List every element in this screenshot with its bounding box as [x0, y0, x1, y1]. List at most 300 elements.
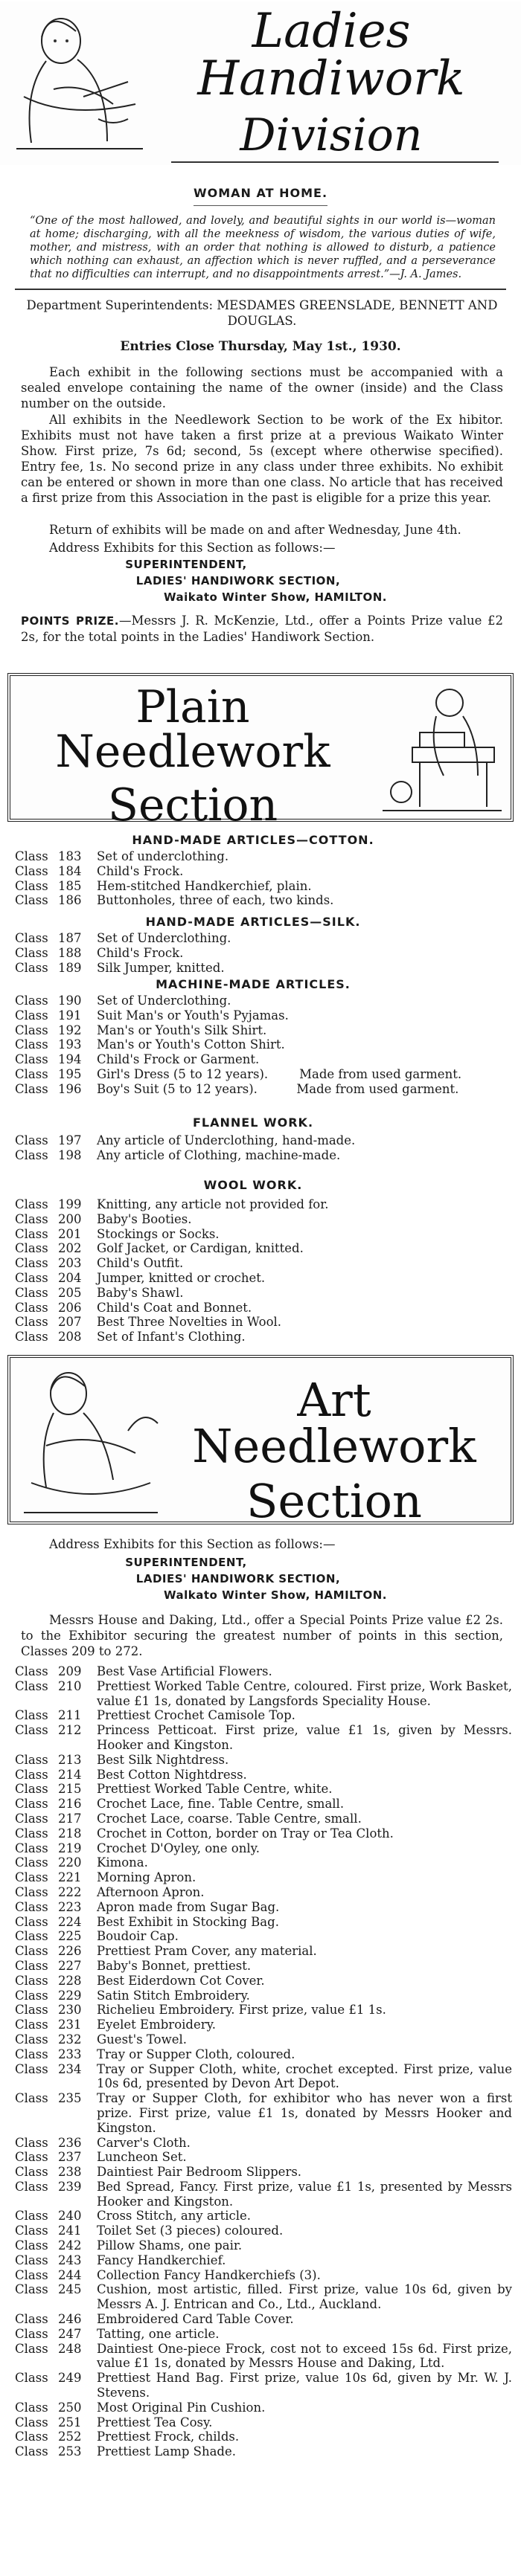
banner-line-2: Section [107, 779, 278, 831]
class-number: 222 [58, 1884, 82, 1899]
class-label: Class [15, 2150, 48, 2165]
list-item [15, 1768, 512, 1783]
class-description: Suit Man's or Youth's Pyjamas. [97, 1008, 289, 1023]
points-prize-text: —Messrs J. R. McKenzie, Ltd., offer a Points Prize value £2 2s, for the total points in the Ladies' Handiwork Section. [21, 614, 503, 644]
list-item [15, 849, 512, 864]
class-description: Kimona. [97, 1855, 148, 1870]
class-label: Class [15, 1226, 48, 1241]
class-number: 248 [58, 2341, 82, 2356]
class-label: Class [15, 994, 48, 1008]
class-label: Class [15, 2047, 48, 2061]
points-prize-label: POINTS PRIZE. [21, 614, 119, 628]
class-description: Prettiest Worked Table Centre, coloured. First prize, Work Basket, value £1 1s, donated by Langsfords Speciality House. [97, 1678, 512, 1708]
class-number: 230 [58, 2003, 82, 2018]
list-item [15, 1841, 512, 1856]
class-number: 204 [58, 1270, 82, 1285]
class-number: 221 [58, 1870, 82, 1885]
list-item [15, 864, 512, 879]
class-label: Class [15, 1708, 48, 1723]
class-number: 239 [58, 2179, 82, 2194]
address-intro: Address Exhibits for this Section as follows:— [49, 541, 336, 555]
list-item [15, 931, 512, 946]
class-description: Baby's Booties. [97, 1211, 192, 1226]
class-description: Baby's Bonnet, prettiest. [97, 1958, 252, 1973]
class-label: Class [15, 1723, 48, 1738]
list-item [15, 1148, 512, 1163]
address-line-2: LADIES' HANDIWORK SECTION, [135, 574, 341, 587]
class-number: 232 [58, 2032, 82, 2047]
class-description: Princess Petticoat. First prize, value £1 1s, given by Messrs. Hooker and Kingston. [97, 1723, 512, 1752]
list-item [15, 1885, 512, 1900]
class-label: Class [15, 2179, 48, 2194]
class-number: 206 [58, 1300, 82, 1315]
group-heading: HAND-MADE ARTICLES—SILK. [145, 915, 361, 929]
class-number: 240 [58, 2209, 82, 2224]
class-description: Silk Jumper, knitted. [97, 960, 225, 975]
class-label: Class [15, 2430, 48, 2444]
class-label: Class [15, 2400, 48, 2415]
class-number: 215 [58, 1782, 82, 1797]
class-description: Eyelet Embroidery. [97, 2018, 216, 2032]
divider [194, 205, 327, 206]
class-label: Class [15, 1855, 48, 1870]
banner-title [18, 681, 368, 831]
list-item [15, 1826, 512, 1841]
list-item [15, 994, 512, 1008]
list-item [15, 1870, 512, 1885]
class-number: 192 [58, 1023, 82, 1037]
class-label: Class [15, 2238, 48, 2253]
list-item [15, 2003, 512, 2018]
class-label: Class [15, 2135, 48, 2150]
divider [15, 289, 506, 290]
list-item [15, 1052, 512, 1067]
class-number: 252 [58, 2430, 82, 2444]
class-number: 229 [58, 1988, 82, 2003]
list-item [15, 1782, 512, 1797]
class-label: Class [15, 2341, 48, 2356]
class-number: 253 [58, 2444, 82, 2459]
class-description: Best Silk Nightdress. [97, 1752, 229, 1767]
class-description: Child's Frock. [97, 945, 184, 960]
class-number: 242 [58, 2238, 82, 2253]
banner-title [159, 1373, 509, 1528]
superintendents-line [21, 297, 503, 329]
plain-flannel-list [15, 1133, 512, 1163]
class-description: Prettiest Pram Cover, any material. [97, 1944, 317, 1959]
list-item [15, 1256, 512, 1271]
list-item [15, 2150, 512, 2165]
class-number: 228 [58, 1973, 82, 1988]
class-description: Richelieu Embroidery. First prize, value £1 1s. [97, 2003, 386, 2018]
class-description: Knitting, any article not provided for. [97, 1197, 329, 1211]
list-item [15, 2430, 512, 2444]
class-description: Carver's Cloth. [97, 2135, 191, 2150]
class-description: Baby's Shawl. [97, 1285, 184, 1300]
class-label: Class [15, 2415, 48, 2430]
class-label: Class [15, 1023, 48, 1037]
list-item [15, 2444, 512, 2459]
class-label: Class [15, 1826, 48, 1841]
list-item [15, 2371, 512, 2400]
class-description: Man's or Youth's Silk Shirt. [97, 1023, 267, 1037]
class-number: 190 [58, 994, 82, 1008]
class-number: 209 [58, 1664, 82, 1678]
class-description: Prettiest Frock, childs. [97, 2430, 240, 2444]
class-description: Any article of Clothing, machine-made. [97, 1147, 341, 1162]
list-item [15, 2165, 512, 2180]
list-item [15, 2282, 512, 2312]
class-number: 219 [58, 1841, 82, 1855]
class-label: Class [15, 1884, 48, 1899]
sewing-machine-illustration-icon [368, 680, 509, 819]
class-number: 194 [58, 1052, 82, 1067]
class-description: Set of Underclothing. [97, 931, 231, 945]
class-label: Class [15, 931, 48, 945]
class-description: Best Cotton Nightdress. [97, 1767, 247, 1782]
class-label: Class [15, 2253, 48, 2267]
class-label: Class [15, 1285, 48, 1300]
class-number: 231 [58, 2018, 82, 2032]
list-item [15, 1330, 512, 1345]
class-label: Class [15, 2444, 48, 2459]
list-item [15, 1212, 512, 1227]
class-label: Class [15, 1037, 48, 1052]
class-label: Class [15, 2209, 48, 2224]
list-item [15, 1286, 512, 1301]
list-item [15, 1812, 512, 1826]
banner-flourish [171, 161, 499, 163]
class-label: Class [15, 2224, 48, 2238]
class-description: Embroidered Card Table Cover. [97, 2312, 294, 2327]
class-description: Prettiest Crochet Camisole Top. [97, 1708, 295, 1723]
list-item [15, 1301, 512, 1316]
address-line-3: Waikato Winter Show, HAMILTON. [164, 590, 387, 604]
address-line-1: SUPERINTENDENT, [125, 558, 247, 571]
banner-line-2: Division [240, 109, 423, 161]
class-label: Class [15, 1315, 48, 1330]
class-description: Prettiest Hand Bag. First prize, value 10s 6d, given by Mr. W. J. Stevens. [97, 2371, 512, 2400]
class-label: Class [15, 1133, 48, 1147]
class-description: Apron made from Sugar Bag. [97, 1899, 280, 1914]
list-item [15, 2238, 512, 2253]
class-label: Class [15, 1147, 48, 1162]
class-label: Class [15, 2018, 48, 2032]
class-number: 188 [58, 945, 82, 960]
class-description: Boudoir Cap. [97, 1929, 179, 1944]
class-label: Class [15, 1330, 48, 1345]
plain-wool-list [15, 1197, 512, 1345]
class-description: Cushion, most artistic, filled. First prize, value 10s 6d, given by Messrs A. J. Entrican and Co., Ltd., Auckland. [97, 2282, 512, 2312]
list-item [15, 2136, 512, 2151]
class-description: Cross Stitch, any article. [97, 2209, 252, 2224]
class-description: Daintiest Pair Bedroom Slippers. [97, 2165, 302, 2180]
class-label: Class [15, 2326, 48, 2341]
class-label: Class [15, 1081, 48, 1096]
entries-close: Entries Close Thursday, May 1st., 1930. [120, 339, 401, 354]
group-heading: WOOL WORK. [203, 1178, 303, 1192]
class-number: 218 [58, 1826, 82, 1841]
class-label: Class [15, 2371, 48, 2386]
class-number: 220 [58, 1855, 82, 1870]
class-label: Class [15, 945, 48, 960]
woman-at-home-heading: WOMAN AT HOME. [193, 186, 328, 200]
points-prize [21, 613, 503, 645]
class-number: 217 [58, 1811, 82, 1826]
class-label: Class [15, 1256, 48, 1271]
list-item [15, 2268, 512, 2283]
banner-title [149, 4, 514, 161]
class-description: Buttonholes, three of each, two kinds. [97, 893, 334, 908]
class-number: 244 [58, 2267, 82, 2282]
list-item [15, 2224, 512, 2238]
class-label: Class [15, 1914, 48, 1929]
class-number: 191 [58, 1008, 82, 1023]
banner-line-1: Plain Needlework [55, 681, 330, 778]
list-item [15, 1900, 512, 1915]
list-item [15, 1944, 512, 1959]
list-item [15, 2032, 512, 2047]
list-item [15, 1959, 512, 1974]
art-address-line-3: Walkato Winter Show, HAMILTON. [164, 1588, 387, 1602]
class-number: 227 [58, 1958, 82, 1973]
woman-sewing-illustration-icon [9, 7, 150, 156]
class-description: Set of underclothing. [97, 849, 229, 863]
class-description: Set of Infant's Clothing. [97, 1330, 246, 1345]
group-heading: FLANNEL WORK. [192, 1115, 314, 1130]
class-description: Guest's Towel. [97, 2032, 187, 2047]
class-label: Class [15, 1270, 48, 1285]
list-item [15, 1082, 512, 1097]
class-number: 245 [58, 2282, 82, 2297]
class-number: 247 [58, 2326, 82, 2341]
class-number: 210 [58, 1678, 82, 1693]
class-number: 225 [58, 1929, 82, 1944]
class-description: Any article of Underclothing, hand-made. [97, 1133, 356, 1147]
class-label: Class [15, 1767, 48, 1782]
class-label: Class [15, 863, 48, 878]
ladies-handiwork-banner [0, 1, 521, 165]
art-special-prize: Messrs House and Daking, Ltd., offer a Special Points Prize value £2 2s. to the Exhibitor securing the greatest number of points in this section, Classes 209 to 272. [21, 1613, 503, 1658]
class-number: 251 [58, 2415, 82, 2430]
plain-machine-list [15, 994, 512, 1097]
list-item [15, 2253, 512, 2268]
list-item [15, 1227, 512, 1242]
class-label: Class [15, 878, 48, 893]
list-item [15, 1023, 512, 1038]
class-label: Class [15, 1944, 48, 1959]
art-address-line-1: SUPERINTENDENT, [125, 1556, 247, 1569]
class-number: 203 [58, 1256, 82, 1271]
class-label: Class [15, 1211, 48, 1226]
list-item [15, 1664, 512, 1679]
class-description: Prettiest Worked Table Centre, white. [97, 1782, 333, 1797]
class-description: Prettiest Lamp Shade. [97, 2444, 236, 2459]
class-description: Morning Apron. [97, 1870, 196, 1885]
class-description: Prettiest Tea Cosy. [97, 2415, 213, 2430]
list-item [15, 1037, 512, 1052]
superintendents-text: Department Superintendents: MESDAMES GREENSLADE, BENNETT AND DOUGLAS. [26, 298, 498, 328]
class-label: Class [15, 893, 48, 908]
list-item [15, 1855, 512, 1870]
class-label: Class [15, 1811, 48, 1826]
class-label: Class [15, 2032, 48, 2047]
class-number: 233 [58, 2047, 82, 2061]
class-number: 250 [58, 2400, 82, 2415]
class-number: 197 [58, 1133, 82, 1147]
class-number: 241 [58, 2224, 82, 2238]
list-item [15, 1133, 512, 1148]
class-label: Class [15, 2267, 48, 2282]
class-number: 201 [58, 1226, 82, 1241]
class-number: 183 [58, 849, 82, 863]
group-heading: HAND-MADE ARTICLES—COTTON. [132, 833, 374, 847]
class-number: 205 [58, 1285, 82, 1300]
class-description: Bed Spread, Fancy. First prize, value £1 1s, presented by Messrs Hooker and Kingston. [97, 2179, 512, 2209]
list-item [15, 2209, 512, 2224]
class-number: 184 [58, 863, 82, 878]
class-label: Class [15, 1929, 48, 1944]
class-label: Class [15, 1197, 48, 1211]
class-label: Class [15, 2165, 48, 2180]
list-item [15, 1067, 512, 1082]
list-item [15, 1753, 512, 1768]
list-item [15, 1915, 512, 1930]
class-label: Class [15, 1958, 48, 1973]
group-heading: MACHINE-MADE ARTICLES. [156, 977, 351, 991]
class-label: Class [15, 1782, 48, 1797]
class-label: Class [15, 1752, 48, 1767]
list-item [15, 1008, 512, 1023]
class-number: 238 [58, 2165, 82, 2180]
class-description: Daintiest One-piece Frock, cost not to exceed 15s 6d. First prize, value £1 1s, donated by Messrs House and Daking, Ltd. [97, 2341, 512, 2371]
class-number: 214 [58, 1767, 82, 1782]
list-item [15, 1723, 512, 1753]
class-number: 223 [58, 1899, 82, 1914]
class-label: Class [15, 2003, 48, 2018]
list-item [15, 893, 512, 908]
class-number: 235 [58, 2091, 82, 2106]
class-label: Class [15, 1241, 48, 1256]
list-item [15, 2312, 512, 2327]
class-description: Satin Stitch Embroidery. [97, 1988, 250, 2003]
list-item [15, 1271, 512, 1286]
art-class-list [15, 1664, 512, 2459]
class-number: 189 [58, 960, 82, 975]
class-description: Girl's Dress (5 to 12 years). Made from used garment. [97, 1066, 462, 1081]
class-description: Stockings or Socks. [97, 1226, 220, 1241]
rule-return: Return of exhibits will be made on and after Wednesday, June 4th. [49, 523, 461, 537]
list-item [15, 1679, 512, 1709]
woman-at-home-quote: “One of the most hallowed, and lovely, and beautiful sights in our world is—woman at home; discharging, with all the meekness of wisdom, the various duties of wife, mother, and mistress, with an order that nothing is allowed to disturb, a patience which nothing can exhaust, an affection which is never ruffled, and a perseverance that no difficulties can interrupt, and no disappointments arrest.”—J. A. James. [30, 215, 496, 280]
art-needlework-banner [7, 1355, 514, 1528]
list-item [15, 2342, 512, 2371]
class-label: Class [15, 1973, 48, 1988]
class-number: 199 [58, 1197, 82, 1211]
class-description: Jumper, knitted or crochet. [97, 1270, 266, 1285]
class-description: Tray or Supper Cloth, for exhibitor who has never won a first prize. First prize, value £1 1s, donated by Messrs Hooker and Kingston. [97, 2091, 512, 2135]
class-label: Class [15, 2091, 48, 2106]
banner-line-2: Section [246, 1474, 422, 1528]
plain-silk-list [15, 931, 512, 975]
list-item [15, 2180, 512, 2209]
list-item [15, 1989, 512, 2003]
class-description: Best Vase Artificial Flowers. [97, 1664, 272, 1678]
list-item [15, 1315, 512, 1330]
class-label: Class [15, 1300, 48, 1315]
class-number: 193 [58, 1037, 82, 1052]
class-number: 213 [58, 1752, 82, 1767]
class-number: 212 [58, 1723, 82, 1738]
list-item [15, 2400, 512, 2415]
art-address-intro: Address Exhibits for this Section as follows:— [49, 1537, 336, 1551]
list-item [15, 2062, 512, 2092]
class-number: 185 [58, 878, 82, 893]
class-description: Most Original Pin Cushion. [97, 2400, 266, 2415]
plain-cotton-list [15, 849, 512, 908]
class-description: Tray or Supper Cloth, white, crochet excepted. First prize, value 10s 6d, presented by Devon Art Depot. [97, 2061, 512, 2091]
class-description: Boy's Suit (5 to 12 years). Made from used garment. [97, 1081, 459, 1096]
class-number: 236 [58, 2135, 82, 2150]
class-label: Class [15, 1664, 48, 1678]
class-label: Class [15, 2282, 48, 2297]
class-description: Child's Outfit. [97, 1256, 184, 1271]
list-item [15, 961, 512, 976]
class-description: Child's Frock or Garment. [97, 1052, 260, 1067]
class-description: Crochet in Cotton, border on Tray or Tea Cloth. [97, 1826, 394, 1841]
list-item [15, 2018, 512, 2032]
list-item [15, 2327, 512, 2342]
class-description: Collection Fancy Handkerchiefs (3). [97, 2267, 321, 2282]
class-description: Golf Jacket, or Cardigan, knitted. [97, 1241, 304, 1256]
class-label: Class [15, 1797, 48, 1812]
rule-exhibits: All exhibits in the Needlework Section to be work of the Ex hibitor. Exhibits must not have taken a first prize at a previous Waikato Winter Show. First prize, 7s 6d; second, 5s (except where otherwise specified). Entry fee, 1s. No second prize in any class under three exhibits. No exhibit can be entered or shown in more than one class. No article that has received a first prize from this Association in the past is eligible for a prize this year. [21, 413, 503, 505]
list-item [15, 1929, 512, 1944]
class-description: Pillow Shams, one pair. [97, 2238, 243, 2253]
list-item [15, 1974, 512, 1989]
plain-needlework-banner [7, 673, 514, 831]
class-description: Best Exhibit in Stocking Bag. [97, 1914, 279, 1929]
class-description: Fancy Handkerchief. [97, 2253, 226, 2267]
class-label: Class [15, 960, 48, 975]
class-description: Best Three Novelties in Wool. [97, 1315, 282, 1330]
class-description: Tray or Supper Cloth, coloured. [97, 2047, 295, 2061]
list-item [15, 1197, 512, 1212]
class-label: Class [15, 2312, 48, 2327]
list-item [15, 1241, 512, 1256]
class-number: 249 [58, 2371, 82, 2386]
class-label: Class [15, 2061, 48, 2076]
list-item [15, 1708, 512, 1723]
class-description: Crochet D'Oyley, one only. [97, 1841, 260, 1855]
class-number: 196 [58, 1081, 82, 1096]
list-item [15, 946, 512, 961]
class-label: Class [15, 1988, 48, 2003]
class-description: Man's or Youth's Cotton Shirt. [97, 1037, 285, 1052]
list-item [15, 879, 512, 894]
class-number: 207 [58, 1315, 82, 1330]
class-number: 234 [58, 2061, 82, 2076]
class-number: 224 [58, 1914, 82, 1929]
class-label: Class [15, 1841, 48, 1855]
list-item [15, 2415, 512, 2430]
class-description: Crochet Lace, coarse. Table Centre, small. [97, 1811, 362, 1826]
class-label: Class [15, 1008, 48, 1023]
class-label: Class [15, 1870, 48, 1885]
list-item [15, 2047, 512, 2062]
class-number: 246 [58, 2312, 82, 2327]
class-description: Best Eiderdown Cot Cover. [97, 1973, 265, 1988]
